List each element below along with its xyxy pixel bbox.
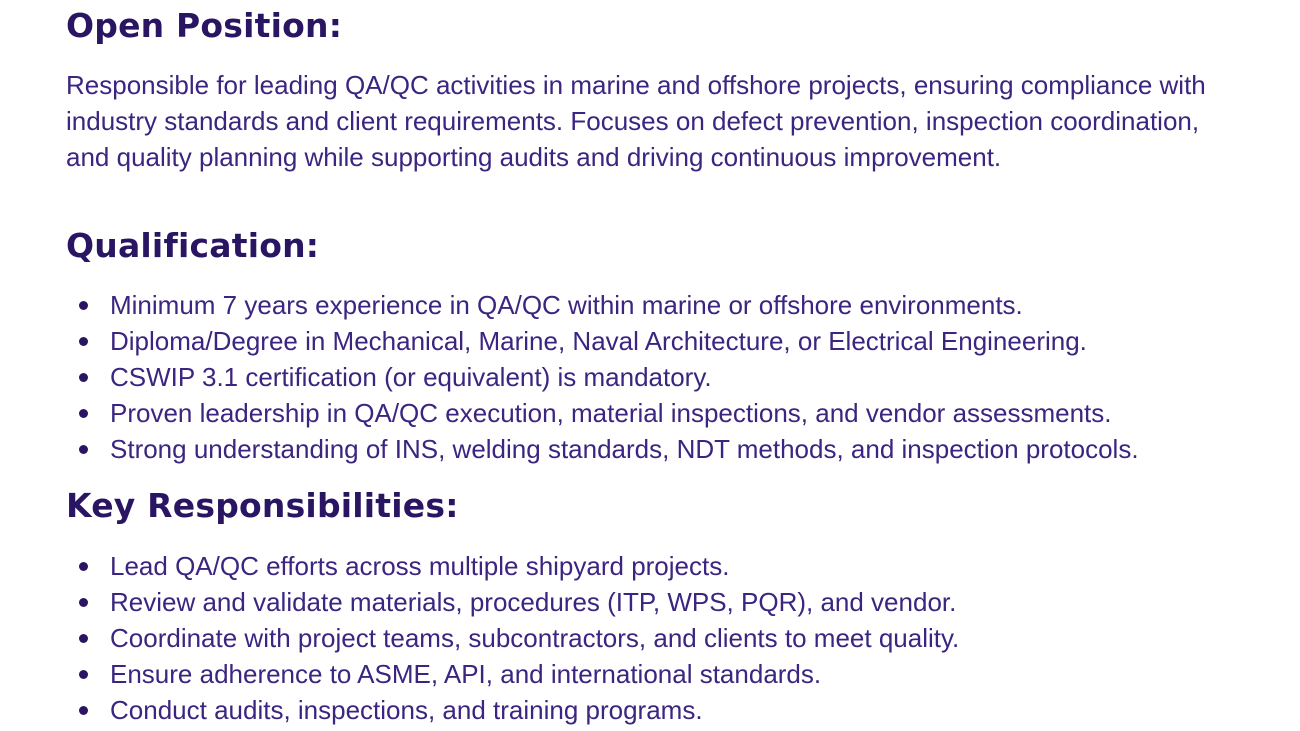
qualification-list xyxy=(66,287,1266,467)
bullet-icon xyxy=(79,373,88,382)
bullet-icon xyxy=(79,634,88,643)
list-item xyxy=(66,287,1266,323)
list-item xyxy=(66,656,1266,692)
list-item-text: Coordinate with project teams, subcontractors, and clients to meet quality. xyxy=(110,623,960,653)
list-item-text: Conduct audits, inspections, and training programs. xyxy=(110,695,703,725)
bullet-icon xyxy=(79,445,88,454)
list-item-text: Lead QA/QC efforts across multiple shipyard projects. xyxy=(110,551,730,581)
bullet-icon xyxy=(79,670,88,679)
list-item xyxy=(66,548,1266,584)
bullet-icon xyxy=(79,562,88,571)
list-item xyxy=(66,395,1266,431)
list-item-text: Strong understanding of INS, welding standards, NDT methods, and inspection protocols. xyxy=(110,434,1139,464)
list-item xyxy=(66,431,1266,467)
list-item-text: Proven leadership in QA/QC execution, material inspections, and vendor assessments. xyxy=(110,398,1112,428)
list-item xyxy=(66,359,1266,395)
list-item-text: Minimum 7 years experience in QA/QC within marine or offshore environments. xyxy=(110,290,1023,320)
list-item-text: CSWIP 3.1 certification (or equivalent) is mandatory. xyxy=(110,362,712,392)
responsibilities-heading: Key Responsibilities: xyxy=(66,486,459,525)
bullet-icon xyxy=(79,337,88,346)
qualification-heading: Qualification: xyxy=(66,226,320,265)
bullet-icon xyxy=(79,706,88,715)
list-item xyxy=(66,584,1266,620)
bullet-icon xyxy=(79,598,88,607)
list-item-text: Ensure adherence to ASME, API, and international standards. xyxy=(110,659,822,689)
list-item xyxy=(66,620,1266,656)
position-description: Responsible for leading QA/QC activities in marine and offshore projects, ensuring compliance with industry standards and client requirements. Focuses on defect prevention, inspection coordination, and quality planning while supporting audits and driving continuous improvement. xyxy=(66,70,1206,172)
bullet-icon xyxy=(79,301,88,310)
list-item-text: Diploma/Degree in Mechanical, Marine, Naval Architecture, or Electrical Engineering. xyxy=(110,326,1087,356)
list-item-text: Review and validate materials, procedures (ITP, WPS, PQR), and vendor. xyxy=(110,587,957,617)
bullet-icon xyxy=(79,409,88,418)
list-item xyxy=(66,323,1266,359)
responsibilities-list xyxy=(66,548,1266,728)
open-position-heading: Open Position: xyxy=(66,6,343,45)
list-item xyxy=(66,692,1266,728)
